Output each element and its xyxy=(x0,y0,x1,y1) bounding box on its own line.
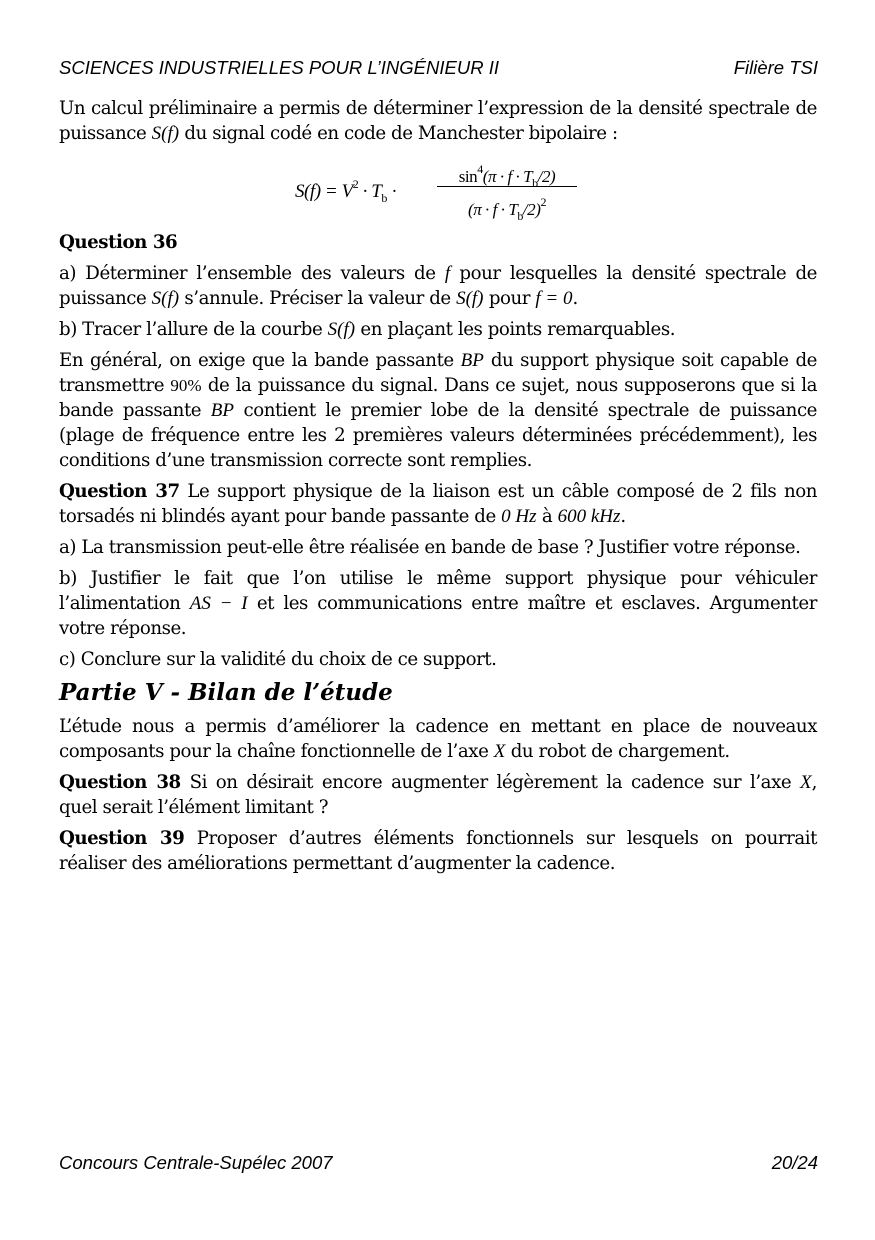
header-track: Filière TSI xyxy=(733,57,818,78)
page-footer xyxy=(59,1152,818,1174)
header-course-title: SCIENCES INDUSTRIELLES POUR L’INGÉNIEUR II xyxy=(59,57,499,78)
page-header xyxy=(59,57,818,79)
intro-paragraph: Un calcul préliminaire a permis de déterminer l’expression de la densité spectrale de puissance S(f) du signal codé en code de Manchester bipolaire : xyxy=(59,98,817,144)
formula-denominator: $(\pi \cdot f \cdot T_b/2)^2$ xyxy=(467,195,547,223)
spectral-density-formula xyxy=(59,152,817,226)
formula-fraction xyxy=(437,152,577,223)
formula-numerator: $\sin^4(\pi \cdot f \cdot T_b/2)$ xyxy=(458,162,556,190)
part-v-intro: L’étude nous a permis d’améliorer la cadence en mettant en place de nouveaux composants pour la chaîne fonctionnelle de l’axe X du robot de chargement. xyxy=(59,716,817,762)
page-content xyxy=(59,96,817,882)
question-39: Question 39 Proposer d’autres éléments fonctionnels sur lesquels on pourrait réaliser des améliorations permettant d’augmenter la cadence. xyxy=(59,828,817,874)
formula-lhs: $S(f) = V^2 \cdot T_b$ · xyxy=(295,177,398,205)
part-v-title: Partie V - Bilan de l’étude xyxy=(59,679,393,706)
sf-symbol: S(f) xyxy=(151,123,180,144)
question-36-title: Question 36 xyxy=(59,232,178,253)
bandwidth-paragraph: En général, on exige que la bande passante BP du support physique soit capable de transmettre 90% de la puissance du signal. Dans ce sujet, nous supposerons que si la bande passante BP contient le premier lobe de la densité spectrale de puissance (plage de fréquence entre les 2 premières valeurs déterminées précédemment), les conditions d’une transmission correcte sont remplies. xyxy=(59,350,817,471)
footer-exam-name: Concours Centrale-Supélec 2007 xyxy=(59,1152,333,1173)
question-38: Question 38 Si on désirait encore augmenter légèrement la cadence sur l’axe X, quel serait l’élément limitant ? xyxy=(59,772,817,818)
question-37-c: c) Conclure sur la validité du choix de ce support. xyxy=(59,649,497,670)
question-37-b: b) Justifier le fait que l’on utilise le même support physique pour véhiculer l’alimentation AS − I et les communications entre maître et esclaves. Argumenter votre réponse. xyxy=(59,568,817,639)
question-36-b: b) Tracer l’allure de la courbe S(f) en plaçant les points remarquables. xyxy=(59,319,676,340)
question-36-a: a) Déterminer l’ensemble des valeurs de f pour lesquelles la densité spectrale de puissance S(f) s’annule. Préciser la valeur de S(f) pour f = 0. xyxy=(59,263,817,309)
page-number: 20/24 xyxy=(771,1152,818,1173)
question-37-a: a) La transmission peut-elle être réalisée en bande de base ? Justifier votre réponse. xyxy=(59,537,801,558)
question-37: Question 37 Le support physique de la liaison est un câble composé de 2 fils non torsadés ni blindés ayant pour bande passante de 0 Hz à 600 kHz. xyxy=(59,481,817,527)
